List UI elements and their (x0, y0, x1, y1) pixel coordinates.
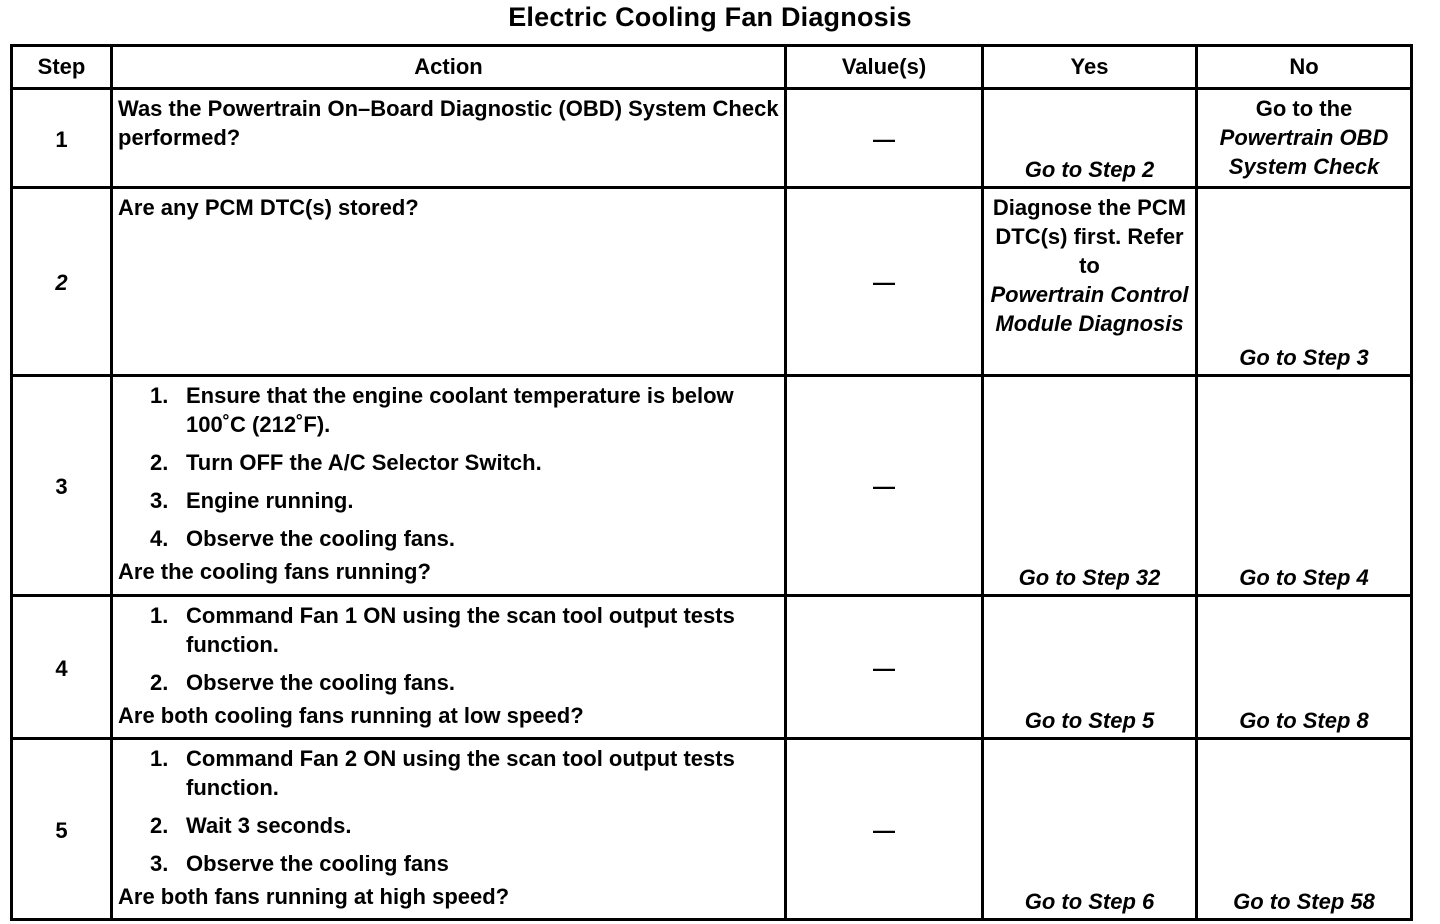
table-row (12, 376, 1412, 596)
action-steps (118, 744, 779, 878)
value-cell: — (786, 596, 983, 739)
item-text: Observe the cooling fans (186, 851, 449, 876)
action-question: Are both cooling fans running at low speed? (118, 703, 584, 728)
table-row (12, 188, 1412, 376)
list-item (118, 849, 779, 878)
item-number: 1. (150, 603, 169, 628)
action-steps (118, 601, 779, 697)
step-number: 2 (12, 188, 112, 376)
value-cell: — (786, 89, 983, 188)
item-number: 3. (150, 488, 169, 513)
no-cell: Go to Step 4 (1197, 376, 1412, 596)
item-text: Engine running. (186, 488, 354, 513)
action-question: Was the Powertrain On–Board Diagnostic (OBD) System Check performed? (118, 96, 779, 150)
list-item (118, 668, 779, 697)
no-cell: Go to Step 8 (1197, 596, 1412, 739)
action-cell (112, 376, 786, 596)
yes-cell: Go to Step 6 (983, 739, 1197, 920)
yes-reference: Powertrain Control Module Diagnosis (990, 282, 1189, 336)
item-text: Command Fan 2 ON using the scan tool output tests function. (186, 746, 735, 800)
page-title: Electric Cooling Fan Diagnosis (508, 2, 912, 32)
list-item (118, 601, 779, 659)
header-action: Action (112, 46, 786, 89)
yes-cell (983, 188, 1197, 376)
header-no: No (1197, 46, 1412, 89)
item-number: 1. (150, 746, 169, 771)
item-number: 2. (150, 450, 169, 475)
item-text: Wait 3 seconds. (186, 813, 352, 838)
diagnosis-table (10, 44, 1413, 921)
action-question: Are any PCM DTC(s) stored? (118, 195, 419, 220)
value-cell: — (786, 376, 983, 596)
list-item (118, 744, 779, 802)
action-cell (112, 89, 786, 188)
action-cell (112, 739, 786, 920)
header-yes: Yes (983, 46, 1197, 89)
list-item (118, 811, 779, 840)
step-number: 5 (12, 739, 112, 920)
action-question: Are the cooling fans running? (118, 559, 431, 584)
value-cell: — (786, 188, 983, 376)
action-question: Are both fans running at high speed? (118, 884, 510, 909)
no-reference: Powertrain OBD System Check (1219, 125, 1389, 179)
header-step: Step (12, 46, 112, 89)
list-item (118, 381, 779, 439)
item-number: 3. (150, 851, 169, 876)
list-item (118, 524, 779, 553)
item-text: Observe the cooling fans. (186, 670, 455, 695)
item-text: Turn OFF the A/C Selector Switch. (186, 450, 542, 475)
action-steps (118, 381, 779, 553)
yes-prefix: Diagnose the PCM DTC(s) first. Refer to (992, 195, 1187, 278)
list-item (118, 486, 779, 515)
no-cell: Go to Step 58 (1197, 739, 1412, 920)
table-row (12, 739, 1412, 920)
item-number: 1. (150, 383, 169, 408)
table-row (12, 596, 1412, 739)
header-value: Value(s) (786, 46, 983, 89)
action-cell (112, 188, 786, 376)
yes-cell: Go to Step 2 (983, 89, 1197, 188)
step-number: 4 (12, 596, 112, 739)
value-cell: — (786, 739, 983, 920)
no-prefix: Go to the (1255, 96, 1353, 121)
item-text: Observe the cooling fans. (186, 526, 455, 551)
yes-cell: Go to Step 32 (983, 376, 1197, 596)
item-text: Command Fan 1 ON using the scan tool output tests function. (186, 603, 735, 657)
item-text: Ensure that the engine coolant temperature is below 100˚C (212˚F). (186, 383, 734, 437)
header-row (12, 46, 1412, 89)
item-number: 2. (150, 670, 169, 695)
no-cell (1197, 89, 1412, 188)
list-item (118, 448, 779, 477)
item-number: 4. (150, 526, 169, 551)
yes-cell: Go to Step 5 (983, 596, 1197, 739)
table-row (12, 89, 1412, 188)
action-cell (112, 596, 786, 739)
item-number: 2. (150, 813, 169, 838)
step-number: 3 (12, 376, 112, 596)
step-number: 1 (12, 89, 112, 188)
no-cell: Go to Step 3 (1197, 188, 1412, 376)
